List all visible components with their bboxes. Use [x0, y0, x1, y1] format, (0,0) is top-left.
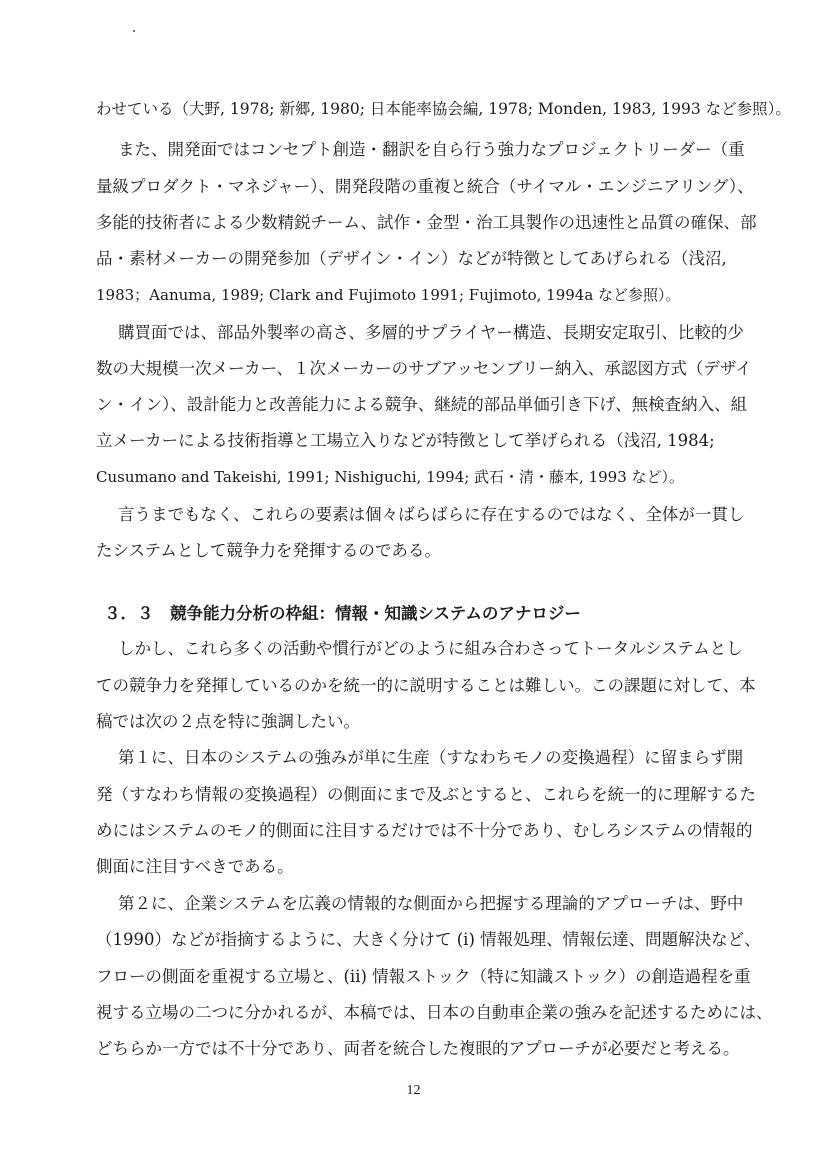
text-line-03: 量級プロダクト・マネジャー）、開発段階の重複と統合（サイマル・エンジニアリング）、 — [96, 177, 754, 196]
text-line-19: 発（すなわち情報の変換過程）の側面にまで及ぶとすると、これらを統一的に理解するた — [96, 785, 756, 804]
text-line-15: しかし、これら多くの活動や慣行がどのように組み合わさってトータルシステムとし — [118, 639, 743, 658]
text-line-09: ン・イン）、設計能力と改善能力による競争、継続的部品単価引き下げ、無検査納入、組 — [96, 395, 748, 414]
text-line-07: 購買面では、部品外製率の高さ、多層的サプライヤー構造、長期安定取引、比較的少 — [118, 323, 744, 342]
section-heading: ３．３ 競争能力分析の枠組：情報・知識システムのアナロジー — [104, 604, 581, 623]
text-line-26: どちらか一方では不十分であり、両者を統合した複眼的アプローチが必要だと考える。 — [96, 1039, 740, 1058]
text-line-05: 品・素材メーカーの開発参加（デザイン・イン）などが特徴としてあげられる（浅沼, — [96, 249, 727, 268]
text-line-25: 視する立場の二つに分かれるが、本稿では、日本の自動車企業の強みを記述するためには、 — [96, 1003, 773, 1022]
text-line-23: （1990）などが指摘するように、大きく分けて (i) 情報処理、情報伝達、問題解決など、 — [96, 930, 761, 949]
text-line-13: たシステムとして競争力を発揮するのである。 — [96, 541, 441, 560]
text-line-22: 第２に、企業システムを広義の情報的な側面から把握する理論的アプローチは、野中 — [118, 894, 744, 913]
text-line-12: 言うまでもなく、これらの要素は個々ばらばらに存在するのではなく、全体が一貫し — [118, 505, 745, 524]
text-line-16: ての競争力を発揮しているのかを統一的に説明することは難しい。この課題に対して、本 — [96, 676, 756, 695]
text-line-02: また、開発面ではコンセプト創造・翻訳を自ら行う強力なプロジェクトリーダー（重 — [118, 140, 745, 159]
text-line-01: わせている（大野, 1978; 新郷, 1980; 日本能率協会編, 1978; Monden, 1983, 1993 など参照）。 — [96, 100, 791, 118]
text-line-21: 側面に注目すべきである。 — [96, 857, 294, 876]
text-line-08: 数の大規模一次メーカー、１次メーカーのサブアッセンブリー納入、承認図方式（デザイ — [96, 359, 752, 378]
page-number: 12 — [406, 1083, 421, 1098]
text-line-10: 立メーカーによる技術指導と工場立入りなどが特徴として挙げられる（浅沼, 1984; — [96, 431, 715, 450]
text-line-24: フローの側面を重視する立場と、(ii) 情報ストック（特に知識ストック）の創造過程を重 — [96, 967, 751, 986]
text-line-04: 多能的技術者による少数精鋭チーム、試作・金型・治工具製作の迅速性と品質の確保、部 — [96, 213, 757, 232]
text-line-20: めにはシステムのモノ的側面に注目するだけでは不十分であり、むしろシステムの情報的 — [96, 821, 753, 840]
text-line-11: Cusumano and Takeishi, 1991; Nishiguchi, 1994; 武石・清・藤本, 1993 など）。 — [96, 468, 685, 486]
text-line-17: 稿では次の２点を特に強調したい。 — [96, 712, 360, 731]
scan-speck — [133, 30, 135, 32]
text-line-06: 1983；Aanuma, 1989; Clark and Fujimoto 1991; Fujimoto, 1994a など参照）。 — [96, 286, 681, 304]
text-line-18: 第１に、日本のシステムの強みが単に生産（すなわちモノの変換過程）に留まらず開 — [118, 748, 744, 767]
